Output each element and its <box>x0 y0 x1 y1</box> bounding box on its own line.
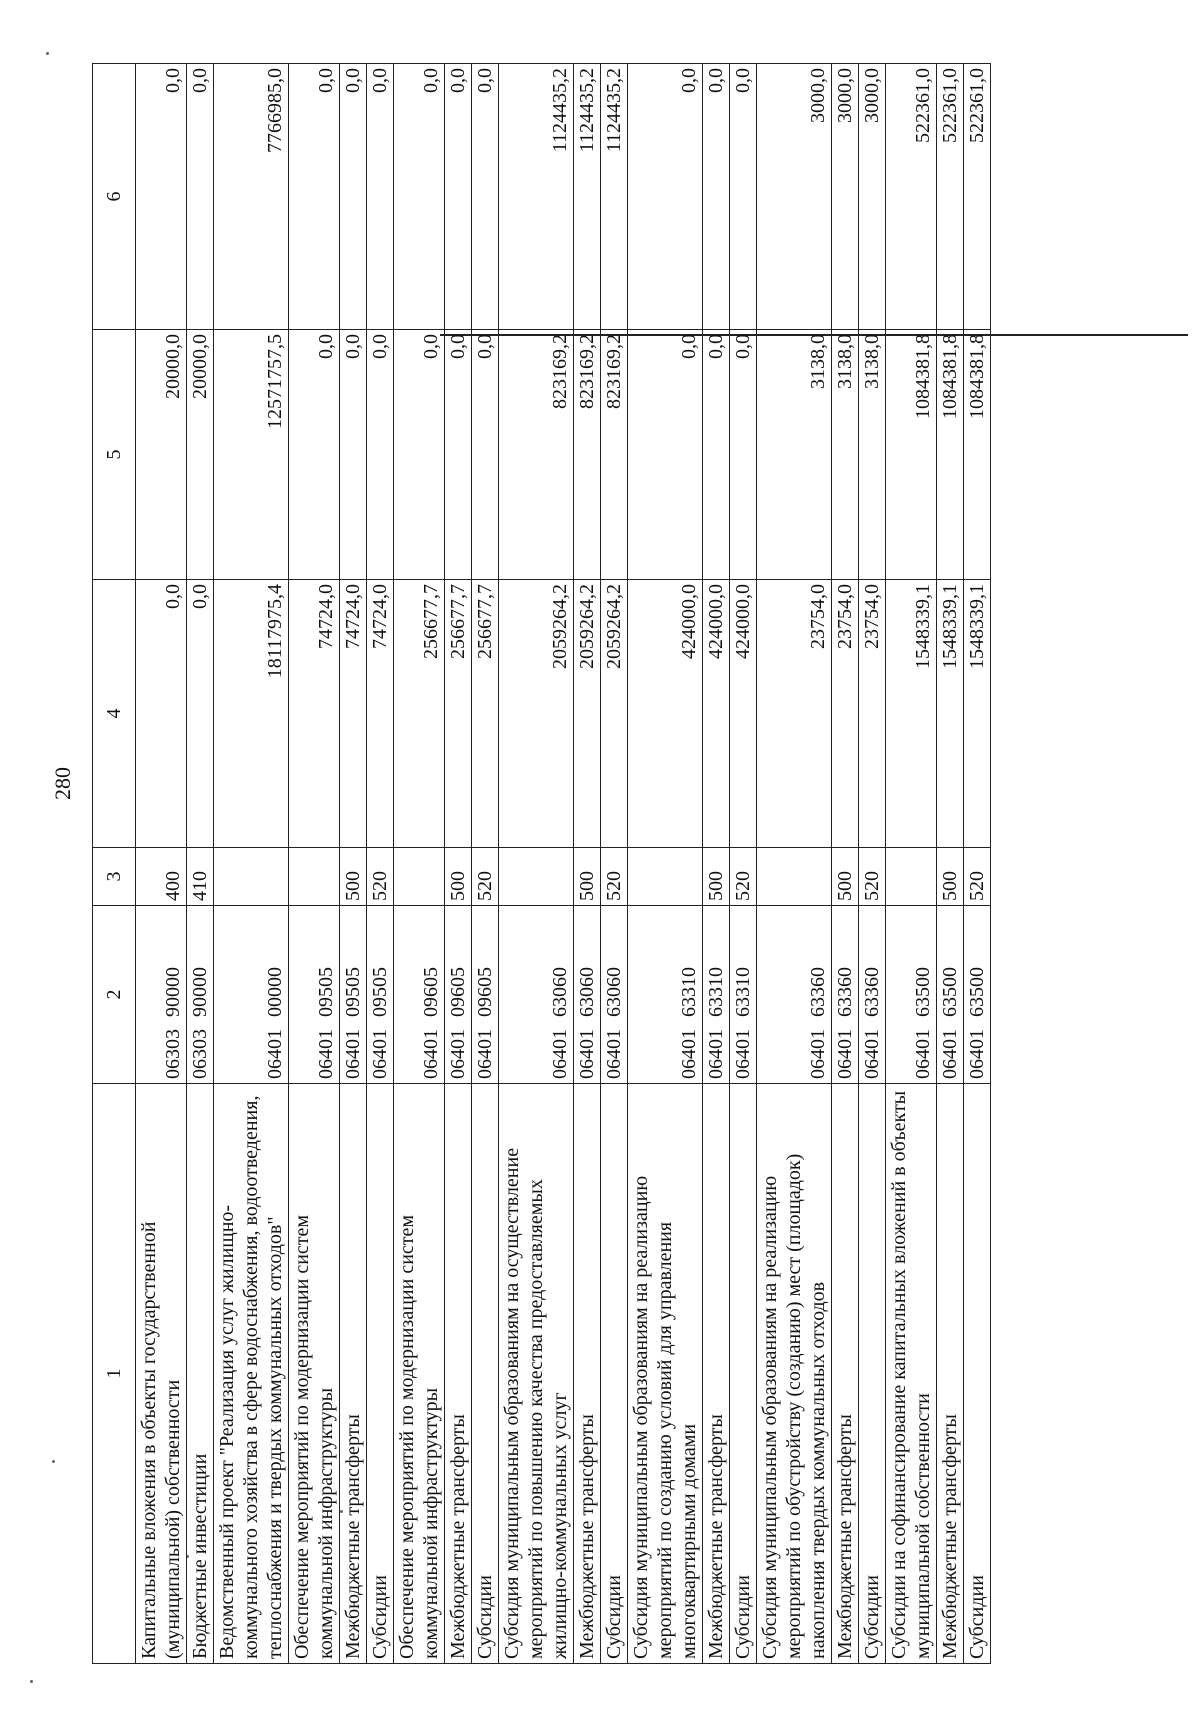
row-code-direction: 09505 <box>369 967 391 1017</box>
row-name: Субсидии <box>859 1084 886 1664</box>
row-expense-type <box>499 848 574 906</box>
row-code <box>703 906 730 1084</box>
table-row <box>937 64 964 1664</box>
row-value-col6: 0,0 <box>703 64 730 330</box>
row-name: Межбюджетные трансферты <box>574 1084 601 1664</box>
table-row <box>964 64 991 1664</box>
row-value-col4: 1548339,1 <box>886 580 937 848</box>
row-value-col6: 0,0 <box>289 64 340 330</box>
row-code <box>394 906 445 1084</box>
row-code-program: 06401 <box>420 1029 442 1079</box>
row-code-program: 06303 <box>162 1029 184 1079</box>
table-row <box>340 64 367 1664</box>
row-value-col4: 256677,7 <box>472 580 499 848</box>
row-name: Межбюджетные трансферты <box>937 1084 964 1664</box>
row-name: Обеспечение мероприятий по модернизации систем коммунальной инфраструктуры <box>394 1084 445 1664</box>
row-value-col6: 1124435,2 <box>499 64 574 330</box>
row-name: Межбюджетные трансферты <box>445 1084 472 1664</box>
row-value-col6: 0,0 <box>445 64 472 330</box>
row-code-program: 06401 <box>342 1029 364 1079</box>
row-code <box>574 906 601 1084</box>
header-cell-3: 3 <box>93 848 136 906</box>
row-name: Обеспечение мероприятий по модернизации систем коммунальной инфраструктуры <box>289 1084 340 1664</box>
table-row <box>472 64 499 1664</box>
header-cell-6: 6 <box>93 64 136 330</box>
row-code-program: 06401 <box>912 1029 934 1079</box>
row-code-direction: 90000 <box>189 967 211 1017</box>
row-code-direction: 63360 <box>807 967 829 1017</box>
row-value-col6: 1124435,2 <box>601 64 628 330</box>
scan-speck <box>52 1460 55 1463</box>
row-value-col6: 522361,0 <box>886 64 937 330</box>
row-expense-type: 520 <box>601 848 628 906</box>
header-cell-2: 2 <box>93 906 136 1084</box>
row-code-program: 06401 <box>732 1029 754 1079</box>
row-code-direction: 00000 <box>264 967 286 1017</box>
row-code-program: 06401 <box>807 1029 829 1079</box>
table-row <box>394 64 445 1664</box>
header-cell-4: 4 <box>93 580 136 848</box>
table-row <box>367 64 394 1664</box>
row-code <box>730 906 757 1084</box>
row-value-col6: 0,0 <box>187 64 214 330</box>
row-value-col6: 0,0 <box>367 64 394 330</box>
row-value-col5: 0,0 <box>703 330 730 580</box>
row-code-program: 06303 <box>189 1029 211 1079</box>
row-name: Межбюджетные трансферты <box>832 1084 859 1664</box>
row-code-program: 06401 <box>966 1029 988 1079</box>
row-code-program: 06401 <box>705 1029 727 1079</box>
row-value-col6: 3000,0 <box>832 64 859 330</box>
row-code <box>289 906 340 1084</box>
table-row <box>832 64 859 1664</box>
table-row <box>601 64 628 1664</box>
row-code <box>187 906 214 1084</box>
row-code-program: 06401 <box>315 1029 337 1079</box>
row-value-col6: 522361,0 <box>937 64 964 330</box>
row-code-direction: 09605 <box>474 967 496 1017</box>
row-code-program: 06401 <box>603 1029 625 1079</box>
row-value-col5: 0,0 <box>289 330 340 580</box>
row-expense-type <box>214 848 289 906</box>
row-value-col5: 0,0 <box>628 330 703 580</box>
row-code <box>832 906 859 1084</box>
row-value-col5: 823169,2 <box>499 330 574 580</box>
row-code <box>472 906 499 1084</box>
scan-speck <box>46 52 49 55</box>
row-value-col5: 0,0 <box>472 330 499 580</box>
row-value-col5: 0,0 <box>340 330 367 580</box>
header-cell-5: 5 <box>93 330 136 580</box>
row-name: Межбюджетные трансферты <box>340 1084 367 1664</box>
row-value-col4: 18117975,4 <box>214 580 289 848</box>
table-row <box>886 64 937 1664</box>
row-value-col5: 0,0 <box>730 330 757 580</box>
row-code <box>367 906 394 1084</box>
row-value-col5: 3138,0 <box>859 330 886 580</box>
row-value-col4: 74724,0 <box>340 580 367 848</box>
row-code <box>340 906 367 1084</box>
row-code <box>136 906 187 1084</box>
row-value-col6: 0,0 <box>730 64 757 330</box>
row-value-col5: 0,0 <box>367 330 394 580</box>
row-value-col5: 3138,0 <box>832 330 859 580</box>
row-value-col5: 823169,2 <box>601 330 628 580</box>
row-code-direction: 63500 <box>966 967 988 1017</box>
row-value-col5: 0,0 <box>394 330 445 580</box>
row-value-col4: 74724,0 <box>367 580 394 848</box>
row-expense-type: 500 <box>937 848 964 906</box>
row-code-direction: 63500 <box>912 967 934 1017</box>
row-value-col4: 74724,0 <box>289 580 340 848</box>
row-value-col5: 0,0 <box>445 330 472 580</box>
row-code-program: 06401 <box>447 1029 469 1079</box>
row-expense-type: 500 <box>703 848 730 906</box>
row-code-direction: 63310 <box>732 967 754 1017</box>
row-code-program: 06401 <box>861 1029 883 1079</box>
row-value-col4: 23754,0 <box>757 580 832 848</box>
row-name: Бюджетные инвестиции <box>187 1084 214 1664</box>
row-code <box>601 906 628 1084</box>
row-value-col4: 0,0 <box>187 580 214 848</box>
row-value-col4: 424000,0 <box>628 580 703 848</box>
row-code-program: 06401 <box>939 1029 961 1079</box>
table-row <box>757 64 832 1664</box>
row-value-col4: 424000,0 <box>703 580 730 848</box>
row-code <box>859 906 886 1084</box>
header-cell-1: 1 <box>93 1084 136 1664</box>
row-code-program: 06401 <box>549 1029 571 1079</box>
table-body <box>136 64 991 1664</box>
row-name: Субсидия муниципальным образованиям на реализацию мероприятий по обустройству (созданию) мест (площадок) накопления твердых коммунальных отходов <box>757 1084 832 1664</box>
row-value-col6: 7766985,0 <box>214 64 289 330</box>
row-value-col6: 3000,0 <box>859 64 886 330</box>
row-name: Субсидия муниципальным образованиям на осуществление мероприятий по повышению качества предоставляемых жилищно-коммунальных услуг <box>499 1084 574 1664</box>
table-row <box>703 64 730 1664</box>
budget-table <box>92 63 991 1664</box>
row-value-col5: 20000,0 <box>136 330 187 580</box>
table-row <box>136 64 187 1664</box>
row-expense-type <box>394 848 445 906</box>
row-name: Субсидии <box>964 1084 991 1664</box>
row-code-program: 06401 <box>264 1029 286 1079</box>
row-code <box>757 906 832 1084</box>
row-value-col5: 823169,2 <box>574 330 601 580</box>
table-row <box>499 64 574 1664</box>
row-code-direction: 63060 <box>603 967 625 1017</box>
row-code-direction: 09605 <box>420 967 442 1017</box>
row-code-program: 06401 <box>678 1029 700 1079</box>
row-code-direction: 63060 <box>576 967 598 1017</box>
row-expense-type <box>757 848 832 906</box>
row-value-col5: 1084381,8 <box>964 330 991 580</box>
row-code <box>628 906 703 1084</box>
row-expense-type: 520 <box>367 848 394 906</box>
row-value-col4: 0,0 <box>136 580 187 848</box>
row-value-col5: 1084381,8 <box>937 330 964 580</box>
row-name: Межбюджетные трансферты <box>703 1084 730 1664</box>
row-value-col5: 3138,0 <box>757 330 832 580</box>
table-row <box>628 64 703 1664</box>
row-value-col6: 0,0 <box>394 64 445 330</box>
row-code <box>499 906 574 1084</box>
table-row <box>187 64 214 1664</box>
row-name: Субсидии <box>472 1084 499 1664</box>
row-expense-type <box>628 848 703 906</box>
row-value-col6: 0,0 <box>136 64 187 330</box>
rotated-page-content <box>92 64 1057 1664</box>
table-row <box>445 64 472 1664</box>
row-code-program: 06401 <box>576 1029 598 1079</box>
row-name: Субсидии <box>601 1084 628 1664</box>
row-expense-type: 400 <box>136 848 187 906</box>
table-row <box>574 64 601 1664</box>
row-code-direction: 63360 <box>861 967 883 1017</box>
row-code-direction: 63060 <box>549 967 571 1017</box>
row-name: Субсидии <box>730 1084 757 1664</box>
table-row <box>214 64 289 1664</box>
scan-speck <box>30 1680 33 1683</box>
row-value-col4: 424000,0 <box>730 580 757 848</box>
row-code-program: 06401 <box>474 1029 496 1079</box>
row-name: Капитальные вложения в объекты государственной (муниципальной) собственности <box>136 1084 187 1664</box>
row-code-program: 06401 <box>369 1029 391 1079</box>
row-name: Субсидии на софинансирование капитальных вложений в объекты муниципальной собственности <box>886 1084 937 1664</box>
row-expense-type: 500 <box>445 848 472 906</box>
table-header-row <box>93 64 136 1664</box>
row-code-direction: 09505 <box>342 967 364 1017</box>
row-value-col6: 3000,0 <box>757 64 832 330</box>
row-value-col5: 12571757,5 <box>214 330 289 580</box>
row-value-col4: 1548339,1 <box>937 580 964 848</box>
row-value-col4: 23754,0 <box>859 580 886 848</box>
row-code-direction: 90000 <box>162 967 184 1017</box>
row-expense-type: 410 <box>187 848 214 906</box>
table-row <box>730 64 757 1664</box>
row-value-col4: 2059264,2 <box>574 580 601 848</box>
row-value-col5: 1084381,8 <box>886 330 937 580</box>
row-code-direction: 63360 <box>834 967 856 1017</box>
row-expense-type: 500 <box>574 848 601 906</box>
row-code <box>886 906 937 1084</box>
row-value-col4: 256677,7 <box>445 580 472 848</box>
row-expense-type: 500 <box>340 848 367 906</box>
row-value-col4: 1548339,1 <box>964 580 991 848</box>
row-code-direction: 63500 <box>939 967 961 1017</box>
row-value-col6: 1124435,2 <box>574 64 601 330</box>
row-expense-type: 520 <box>472 848 499 906</box>
row-expense-type: 520 <box>859 848 886 906</box>
row-value-col4: 2059264,2 <box>601 580 628 848</box>
row-value-col6: 0,0 <box>628 64 703 330</box>
row-value-col4: 256677,7 <box>394 580 445 848</box>
row-expense-type <box>289 848 340 906</box>
row-name: Ведомственный проект "Реализация услуг жилищно-коммунального хозяйства в сфере водоснабжения, водоотведения, теплоснабжения и твердых коммунальных отходов" <box>214 1084 289 1664</box>
row-code-direction: 63310 <box>705 967 727 1017</box>
row-value-col6: 522361,0 <box>964 64 991 330</box>
row-expense-type: 500 <box>832 848 859 906</box>
row-value-col4: 23754,0 <box>832 580 859 848</box>
row-name: Субсидии <box>367 1084 394 1664</box>
row-code-direction: 09505 <box>315 967 337 1017</box>
row-code <box>445 906 472 1084</box>
row-value-col5: 20000,0 <box>187 330 214 580</box>
row-expense-type: 520 <box>730 848 757 906</box>
page-number: 280 <box>50 767 75 800</box>
row-code-program: 06401 <box>834 1029 856 1079</box>
row-value-col6: 0,0 <box>340 64 367 330</box>
row-value-col4: 2059264,2 <box>499 580 574 848</box>
row-name: Субсидия муниципальным образованиям на реализацию мероприятий по созданию условий для управления многоквартирными домами <box>628 1084 703 1664</box>
table-row <box>859 64 886 1664</box>
row-code-direction: 63310 <box>678 967 700 1017</box>
row-code-direction: 09605 <box>447 967 469 1017</box>
row-value-col6: 0,0 <box>472 64 499 330</box>
row-code <box>937 906 964 1084</box>
row-code <box>214 906 289 1084</box>
row-expense-type: 520 <box>964 848 991 906</box>
row-code <box>964 906 991 1084</box>
row-expense-type <box>886 848 937 906</box>
table-row <box>289 64 340 1664</box>
